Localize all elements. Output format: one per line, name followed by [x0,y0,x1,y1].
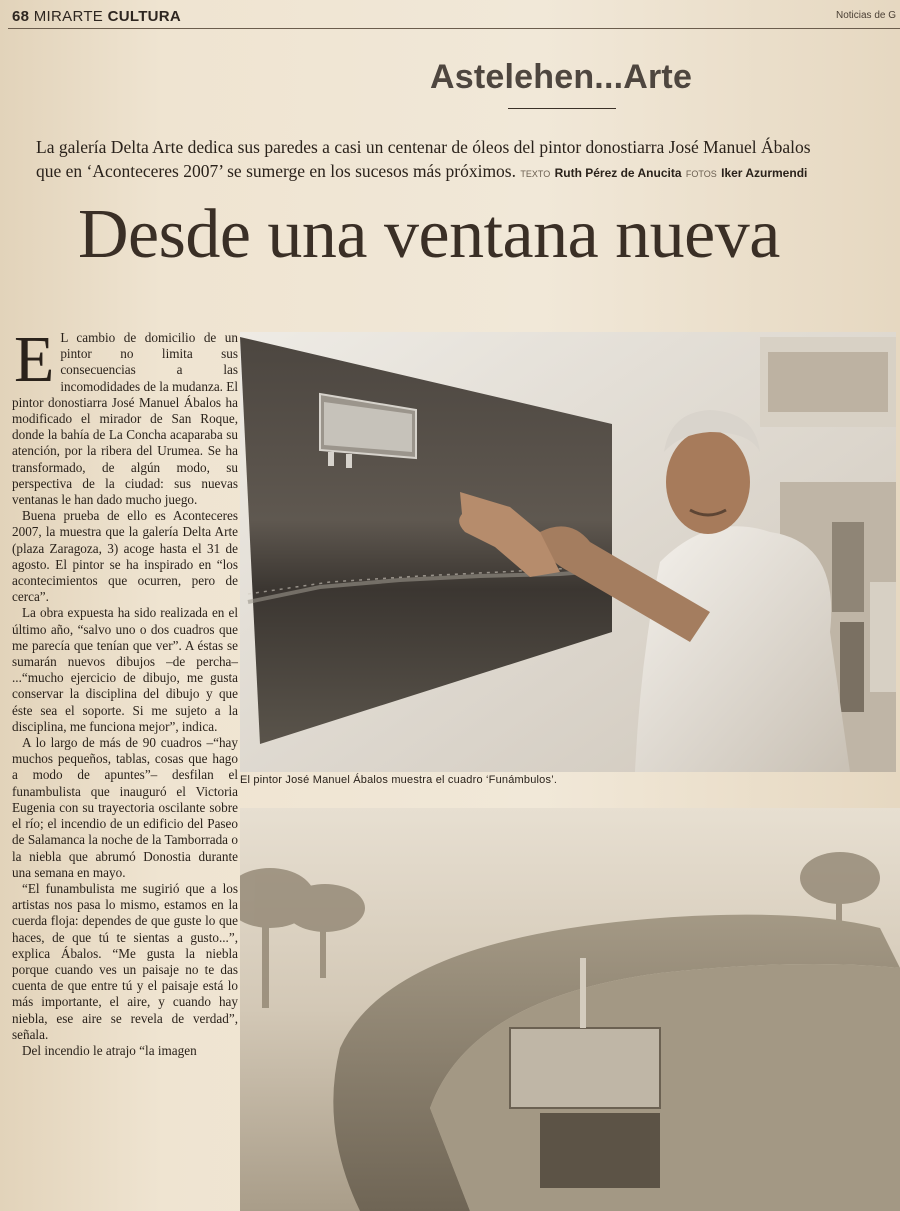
photographer-name: Iker Azurmendi [721,166,808,180]
publication-name: Noticias de G [835,10,896,21]
photo-credit-label: FOTOS [685,169,717,179]
photo-painter-with-painting [240,332,896,772]
article-kicker: Astelehen...Arte [430,58,693,96]
article-body [12,323,238,1059]
paragraph-2: Buena prueba de ello es Aconteceres 2007, la muestra que la galería Delta Arte (plaza Zaragoza, 3) acoge hasta el 31 de agosto. El pintor se ha inspirado en “los acontecimientos que ocurren, pero de cerca”. [12,508,238,605]
page-number: 68 [12,8,30,25]
paragraph-4: A lo largo de más de 90 cuadros –“hay muchos pequeños, tablas, cosas que hago a modo de apuntes”– desfilan el funambulista que inauguró el Victoria Eugenia con su trayectoria oscilante sobre el río; el incendio de un edificio del Paseo de Salamanca la noche de la Tamborrada o la niebla que abrumó Donostia durante una semana en mayo. [12,735,238,880]
page-folio [12,8,181,25]
paragraph-6: Del incendio le atrajo “la imagen [22,1042,197,1058]
paragraph-1-text: L cambio de domicilio de un pintor no limita sus consecuencias a las incomodidades de la mudanza. El pintor donostiarra José Manuel Ábalos ha modificado el mirador de San Roque, donde la bahía de La Concha acaparaba su atención, por la ribera del Urumea. Se ha transformado, de algún modo, su perspectiva de la ciudad: sus nuevas ventanas le han dado mucho juego. [12,330,238,508]
photo-fog-painting [240,808,900,1211]
section-name: CULTURA [107,8,182,25]
paragraph-5: “El funambulista me sugirió que a los artistas nos pasa lo mismo, estamos en la cuerda floja: dependes de que guste lo que haces, de que tú te sientas a gusto...”, explica Ábalos. “Me gusta la niebla porque cuando ves un paisaje no te das cuenta de que entre tú y el paisaje está lo más importante, el aire, y cuando hay niebla, ese aire se revela de verdad”, señala. [12,880,238,1042]
text-credit-label: TEXTO [520,169,551,179]
paragraph-3: La obra expuesta ha sido realizada en el último año, “salvo uno o dos cuadros que me parecía que tenían que ver”. A éstas se sumarán nuevos dibujos –de percha– ...“mucho ejercicio de dibujo, me gusta conservar la disciplina del dibujo y que éste sea el soporte. Si me sujeto a la disciplina, me funciona mejor”, indica. [12,605,238,734]
drop-cap: E [14,323,55,396]
standfirst-line-2 [36,159,886,186]
paragraph-1 [12,323,238,508]
header-rule [8,28,900,29]
article-headline: Desde una ventana nueva [78,196,780,273]
brand-name: MIRARTE [33,8,104,25]
standfirst-line-2-text: que en ‘Aconteceres 2007’ se sumerge en los sucesos más próximos. [36,161,516,181]
standfirst-line-1: La galería Delta Arte dedica sus paredes a casi un centenar de óleos del pintor donostiarra José Manuel Ábalos [36,137,811,157]
painter-shirt [635,526,850,772]
author-name: Ruth Pérez de Anucita [554,166,682,180]
kicker-rule [508,108,616,109]
photo-caption: El pintor José Manuel Ábalos muestra el cuadro ‘Funámbulos’. [240,774,558,786]
article-standfirst [36,135,886,186]
painter-face [666,430,750,534]
